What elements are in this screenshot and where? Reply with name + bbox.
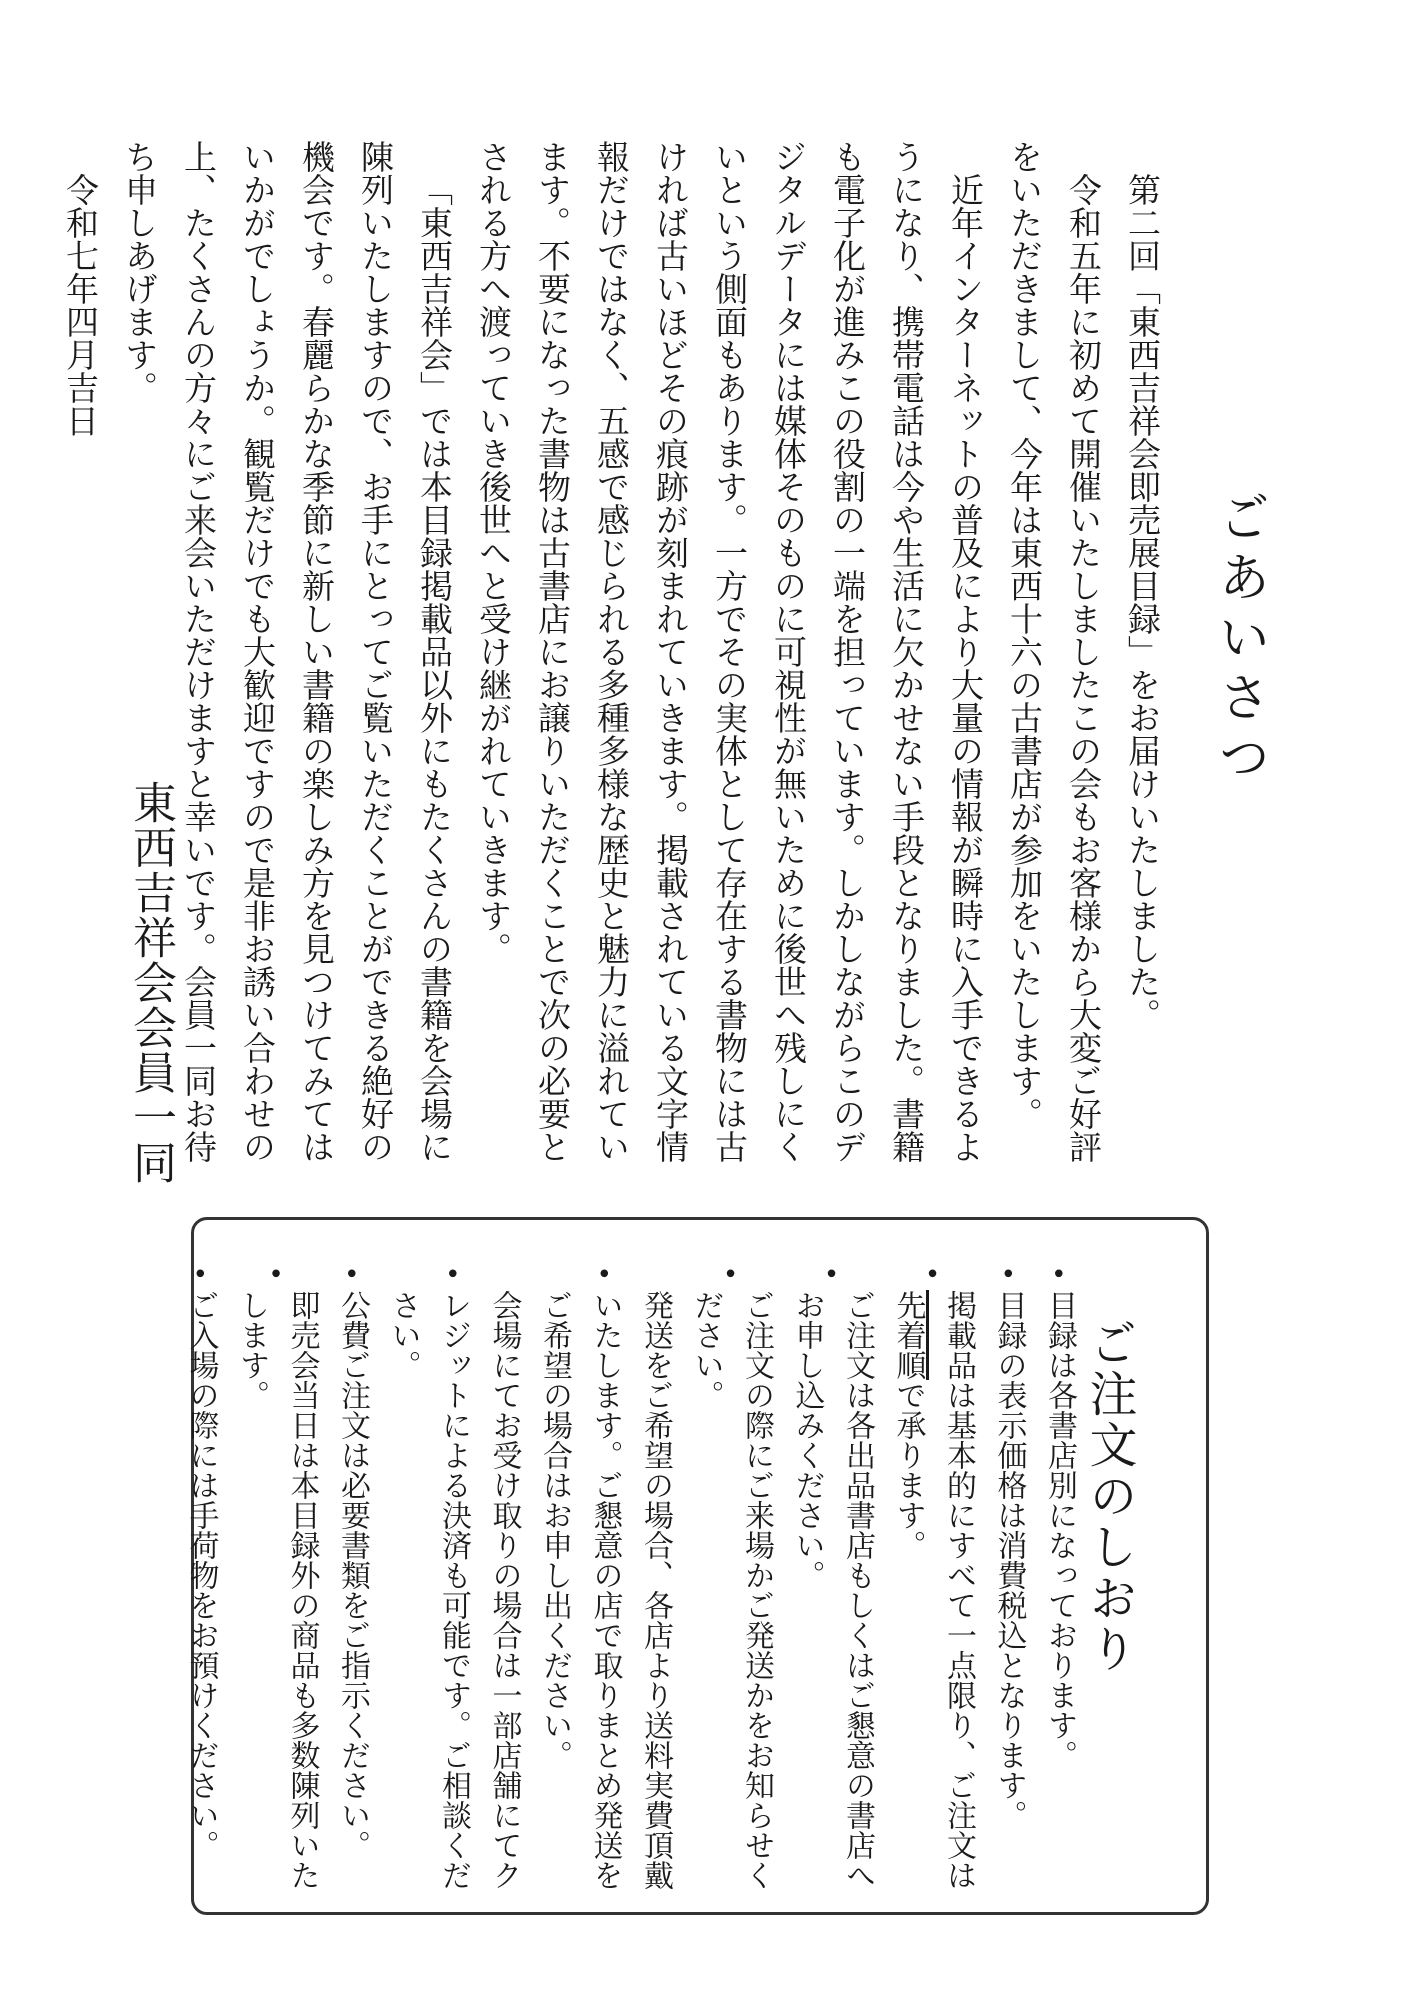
order-guide-item: [1034, 1250, 1085, 1890]
order-guide-item-text: ご注文の際にご来場かご発送かをお知らせください。: [688, 1290, 774, 1890]
greeting-paragraph: 第二回「東西吉祥会即売展目録」をお届けいたしました。: [1123, 173, 1162, 1031]
greeting-signature: 東西吉祥会会員一同: [125, 780, 176, 1185]
order-guide-item: [226, 1250, 327, 1890]
greeting-paragraph: 「東西吉祥会」では本目録掲載品以外にもたくさんの書籍を会場に陳列いたしますので、お手にとってご覧いただくことができる絶好の機会です。春麗らかな季節に新しい書籍の楽しみ方を見つけてみてはいかがでしょうか。観覧だけでも大歓迎ですので是非お誘い合わせの上、たくさんの方々にご来会いただけますと幸いです。会員一同お待ち申しあげます。: [120, 140, 454, 1163]
greeting-paragraph: 令和五年に初めて開催いたしましたこの会もお客様から大変ご好評をいただきまして、今年は東西十六の古書店が参加をいたします。: [1005, 140, 1103, 1163]
order-guide-item: [175, 1250, 226, 1890]
order-guide-emphasis: 先着順: [891, 1290, 929, 1380]
order-guide-item: [680, 1250, 781, 1890]
order-guide-item-text: 目録は各書店別になっております。: [1042, 1290, 1077, 1770]
order-guide-item: [882, 1250, 983, 1890]
order-guide-item-text: 掲載品は基本的にすべて一点限り、ご注文は: [941, 1290, 976, 1890]
order-guide-item-text: 発送をご希望の場合、各店より送料実費頂戴いたします。ご懇意の店で取りまとめ発送をご希望の場合はお申し出ください。: [537, 1290, 673, 1890]
order-guide-item: [529, 1250, 681, 1890]
order-guide-item-text: 即売会当日は本目録外の商品も多数陳列いたします。: [234, 1290, 320, 1890]
order-guide-item-text: 会場にてお受け取りの場合は一部店舗にてクレジットによる決済も可能です。ご相談ください。: [385, 1290, 522, 1890]
order-guide-item: [781, 1250, 882, 1890]
order-guide-list: [175, 1250, 1084, 1890]
order-guide-item-text: ご入場の際には手荷物をお預けください。: [183, 1290, 219, 1860]
order-guide-item-text: ご注文は各出品書店もしくはご懇意の書店へお申し込みください。: [789, 1290, 875, 1890]
order-guide-title: ご注文のしおり: [1081, 1318, 1137, 1675]
greeting-date: 令和七年四月吉日: [61, 173, 100, 437]
greeting-body: [51, 140, 1172, 1180]
order-guide-item: [983, 1250, 1034, 1890]
order-guide-item: [377, 1250, 529, 1890]
order-guide-item-text: 目録の表示価格は消費税込となります。: [991, 1290, 1027, 1830]
order-guide-item-text: で承ります。: [890, 1380, 926, 1560]
order-guide-box: [183, 1217, 1209, 1915]
greeting-paragraph: 近年インターネットの普及により大量の情報が瞬時に入手できるようになり、携帯電話は今や生活に欠かせない手段となりました。書籍も電子化が進みこの役割の一端を担っています。しかしながらこのデジタルデータには媒体そのものに可視性が無いために後世へ残しにくいという側面もあります。一方でその実体として存在する書物には古ければ古いほどその痕跡が刻まれていきます。掲載されている文字情報だけではなく、五感で感じられる多種多様な歴史と魅力に溢れています。不要になった書物は古書店にお譲りいただくことで次の必要とされる方へ渡っていき後世へと受け継がれていきます。: [474, 140, 985, 1163]
greeting-title: ごあいさつ: [1209, 490, 1269, 790]
order-guide-item-text: 公費ご注文は必要書類をご指示ください。: [335, 1290, 370, 1860]
order-guide-item: [327, 1250, 378, 1890]
